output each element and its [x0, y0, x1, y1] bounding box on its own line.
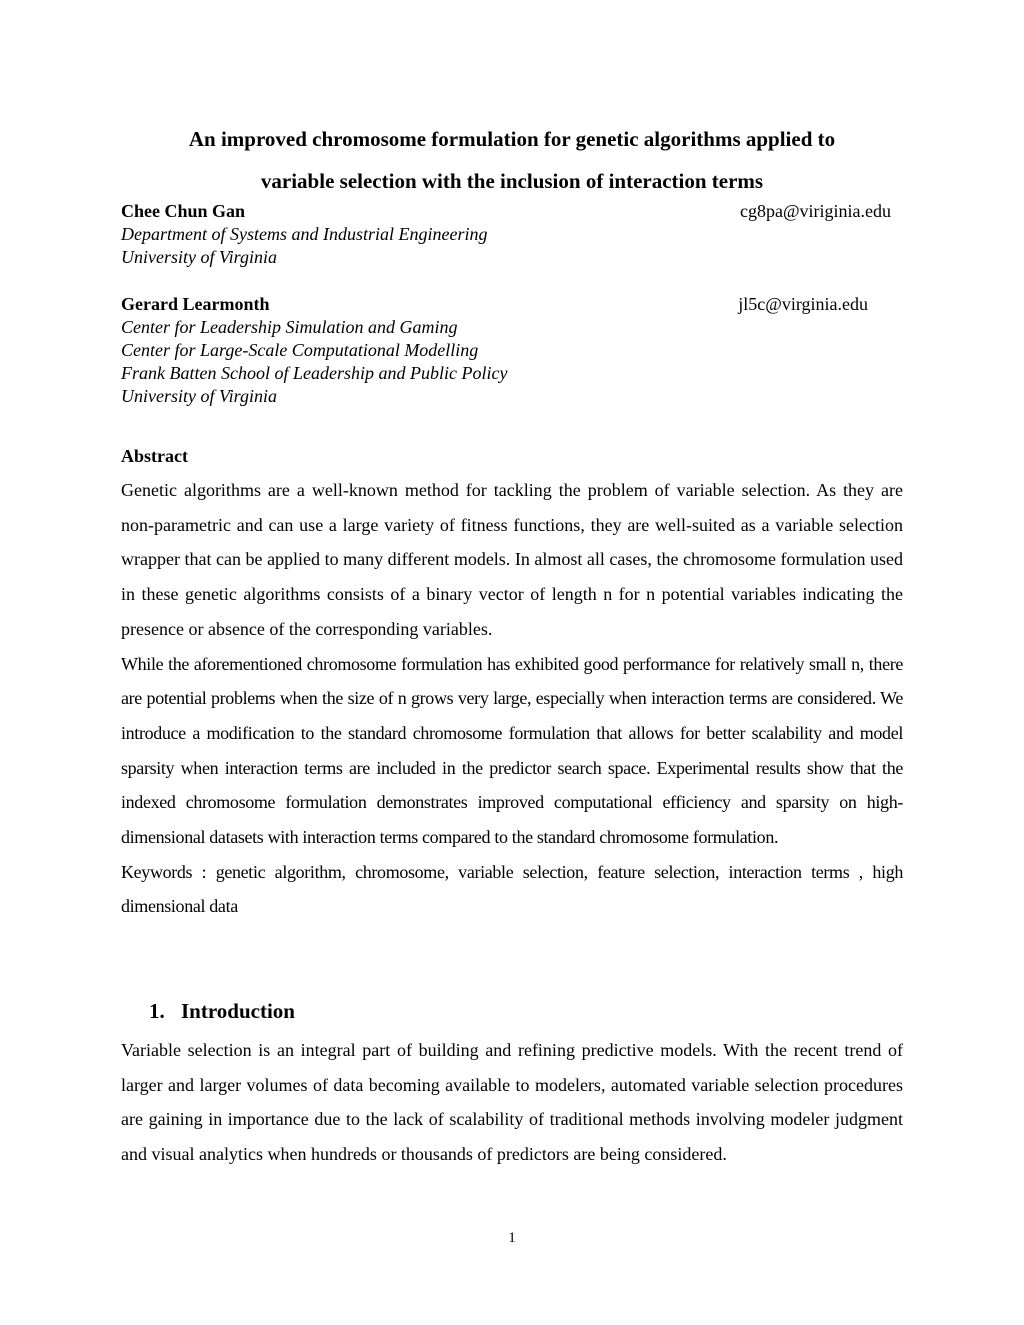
- intro-paragraph: Variable selection is an integral part of building and refining predictive models. With the recent trend of larger and larger volumes of data becoming available to modelers, automated variable selection procedures are gaining in importance due to the lack of scalability of traditional methods involving modeler judgment and visual analytics when hundreds or thousands of predictors are being considered.: [121, 1040, 903, 1165]
- title-line-2: variable selection with the inclusion of interaction terms: [260, 169, 764, 193]
- author-block-1: [121, 200, 891, 269]
- author-name: Gerard Learmonth: [121, 294, 270, 314]
- author-email: jl5c@virginia.edu: [738, 294, 868, 314]
- author-affiliation: Center for Large-Scale Computational Modelling: [121, 340, 479, 360]
- title-line-1: An improved chromosome formulation for genetic algorithms applied to: [188, 127, 836, 151]
- author-affiliation: University of Virginia: [121, 386, 277, 406]
- section-title: Introduction: [181, 999, 295, 1023]
- author-affiliation: University of Virginia: [121, 247, 277, 267]
- author-email: cg8pa@viriginia.edu: [739, 201, 891, 221]
- introduction-body: [121, 1033, 903, 1172]
- author-affiliation: Center for Leadership Simulation and Gaming: [121, 317, 458, 337]
- author-affiliation: Frank Batten School of Leadership and Public Policy: [121, 363, 508, 383]
- abstract-heading: Abstract: [121, 446, 188, 466]
- author-name: Chee Chun Gan: [121, 201, 246, 221]
- section-number: 1.: [149, 999, 165, 1023]
- section-heading-introduction: [149, 997, 295, 1025]
- author-affiliation: Department of Systems and Industrial Engineering: [121, 224, 488, 244]
- abstract-paragraph: While the aforementioned chromosome formulation has exhibited good performance for relatively small n, there are potential problems when the size of n grows very large, especially when interaction terms are considered. We introduce a modification to the standard chromosome formulation that allows for better scalability and model sparsity when interaction terms are included in the predictor search space. Experimental results show that the indexed chromosome formulation demonstrates improved computational efficiency and sparsity on high-dimensional datasets with interaction terms compared to the standard chromosome formulation.: [121, 653, 903, 848]
- author-block-2: [121, 293, 891, 408]
- page-number: 1: [508, 1230, 516, 1246]
- abstract-body: [121, 473, 903, 924]
- keywords: Keywords : genetic algorithm, chromosome, variable selection, feature selection, interaction terms , high dimensional data: [121, 861, 903, 917]
- abstract-paragraph: Genetic algorithms are a well-known method for tackling the problem of variable selection. As they are non-parametric and can use a large variety of fitness functions, they are well-suited as a variable selection wrapper that can be applied to many different models. In almost all cases, the chromosome formulation used in these genetic algorithms consists of a binary vector of length n for n potential variables indicating the presence or absence of the corresponding variables.: [121, 480, 903, 639]
- paper-title: [100, 118, 924, 202]
